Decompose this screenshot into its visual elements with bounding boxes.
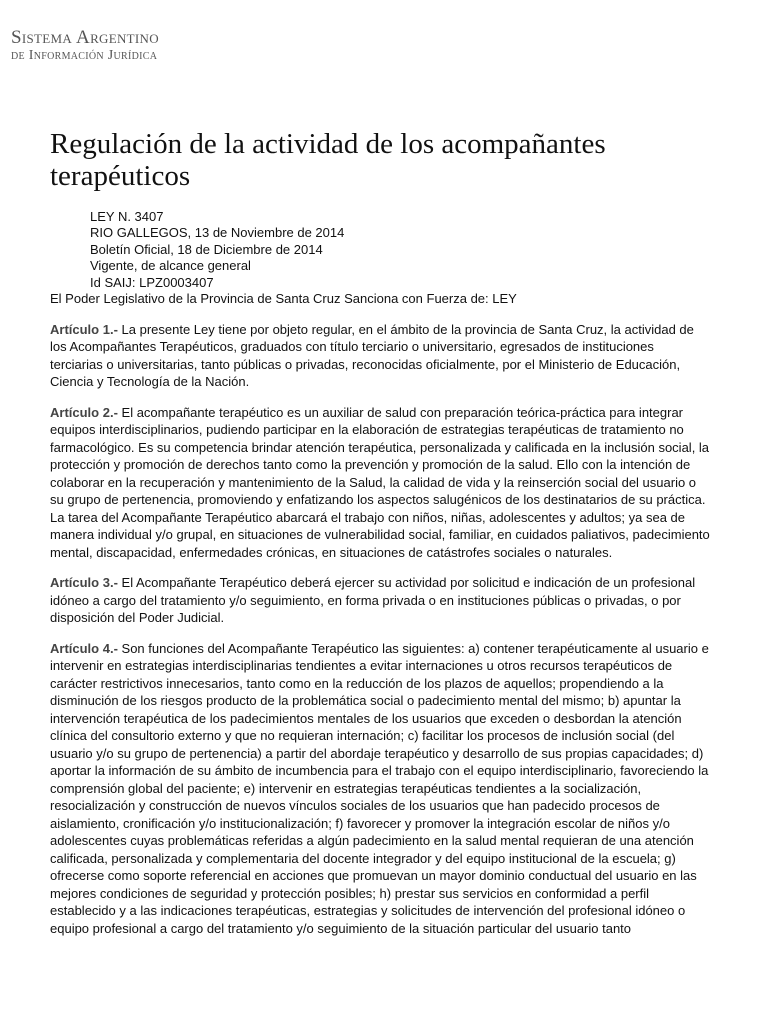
law-number: LEY N. 3407 [90,209,164,224]
brand-name-line1: Sistema Argentino [11,27,159,48]
article-text: El Acompañante Terapéutico deberá ejercer su actividad por solicitud e indicación de un profesional idóneo a cargo del tratamiento y/o seguimiento, en forma privada o en instituciones públicas o privadas, o por disposición del Poder Judicial. [50,575,696,625]
article-4 [50,640,710,938]
saij-id: Id SAIJ: LPZ0003407 [90,274,214,290]
official-bulletin-date: Boletín Oficial, 18 de Diciembre de 2014 [90,241,323,257]
article-3 [50,574,710,627]
law-metadata [90,209,344,291]
article-1 [50,321,710,391]
article-text: El acompañante terapéutico es un auxiliar de salud con preparación teórica-práctica para integrar equipos interdisciplinarios, pudiendo participar en la elaboración de estrategias terapéuticas de tratamiento no farmacológico. Es su competencia brindar atención terapéutica, personalizada y calificada en la inclusión social, la protección y promoción de derechos tanto como la prevención y promoción de la salud. Ello con la intención de colaborar en la recuperación y mantenimiento de la Salud, la calidad de vida y la reinserción social del usuario o su grupo de pertenencia, promoviendo y enfatizando los aspectos salugénicos de los destinatarios de su práctica. La tarea del Acompañante Terapéutico abarcará el trabajo con niños, niñas, adolescentes y adultos; ya sea de manera individual y/o grupal, en situaciones de vulnerabilidad social, familiar, en cuidados paliativos, padecimiento mental, discapacidad, enfermedades crónicas, en situaciones de catástrofes sociales o naturales. [50,404,710,560]
article-label: Artículo 2.- [50,404,118,420]
law-status: Vigente, de alcance general [90,258,251,274]
law-place-date: RIO GALLEGOS, 13 de Noviembre de 2014 [90,225,345,241]
article-label: Artículo 4.- [50,640,118,656]
brand-name-line2: de Información Jurídica [11,48,158,63]
article-text: Son funciones del Acompañante Terapéutico las siguientes: a) contener terapéuticamente al usuario e intervenir en estrategias interdisciplinarias tendientes a evitar internaciones u otros recursos terapéuticos de carácter restrictivos innecesarios, tanto como en la reducción de los plazos de aquellos; propendiendo a la disminución de los riesgos producto de la problemática social o padecimiento mental del mismo; b) apuntar la intervención terapéutica de los padecimientos mentales de los usuarios que exceden o desbordan la atención clínica del consultorio externo y que no requieran internación; c) facilitar los procesos de inclusión social (del usuario y/o su grupo de pertenencia) a partir del abordaje terapéutico y desarrollo de sus propias capacidades; d) aportar la información de su ámbito de incumbencia para el trabajo con el equipo interdisciplinario, favoreciendo la comprensión global del paciente; e) intervenir en estrategias terapéuticas tendientes a la socialización, resocialización y construcción de nuevos vínculos sociales de los usuarios que han padecido procesos de aislamiento, cronificación y/o institucionalización; f) favorecer y promover la integración escolar de niños y/o adolescentes cuyas problemáticas referidas a algún padecimiento en la salud mental requieran de una atención calificada, personalizada y complementaria del docente integrador y del equipo institucional de la escuela; g) ofrecerse como soporte referencial en acciones que promuevan un mayor dominio conductual del usuario en las mejores condiciones de seguridad y protección posibles; h) prestar sus servicios en conformidad a perfil establecido y a las indicaciones terapéuticas, estrategias y solicitudes de intervención del profesional idóneo o equipo profesional a cargo del tratamiento y/o seguimiento de la situación particular del usuario tanto [50,640,709,936]
document-title: Regulación de la actividad de los acompañantes terapéuticos [50,128,606,192]
article-2 [50,404,710,562]
article-text: La presente Ley tiene por objeto regular, en el ámbito de la provincia de Santa Cruz, la actividad de los Acompañantes Terapéuticos, graduados con título terciario o universitario, egresados de instituciones terciarias o universitarias, tanto públicas o privadas, reconocidas oficialmente, por el Ministerio de Educación, Ciencia y Tecnología de la Nación. [50,321,694,389]
saij-logo [11,28,159,64]
article-label: Artículo 3.- [50,575,118,590]
enactment-preamble: El Poder Legislativo de la Provincia de Santa Cruz Sanciona con Fuerza de: LEY [50,291,517,306]
article-label: Artículo 1.- [50,321,118,337]
document-body [50,290,710,950]
